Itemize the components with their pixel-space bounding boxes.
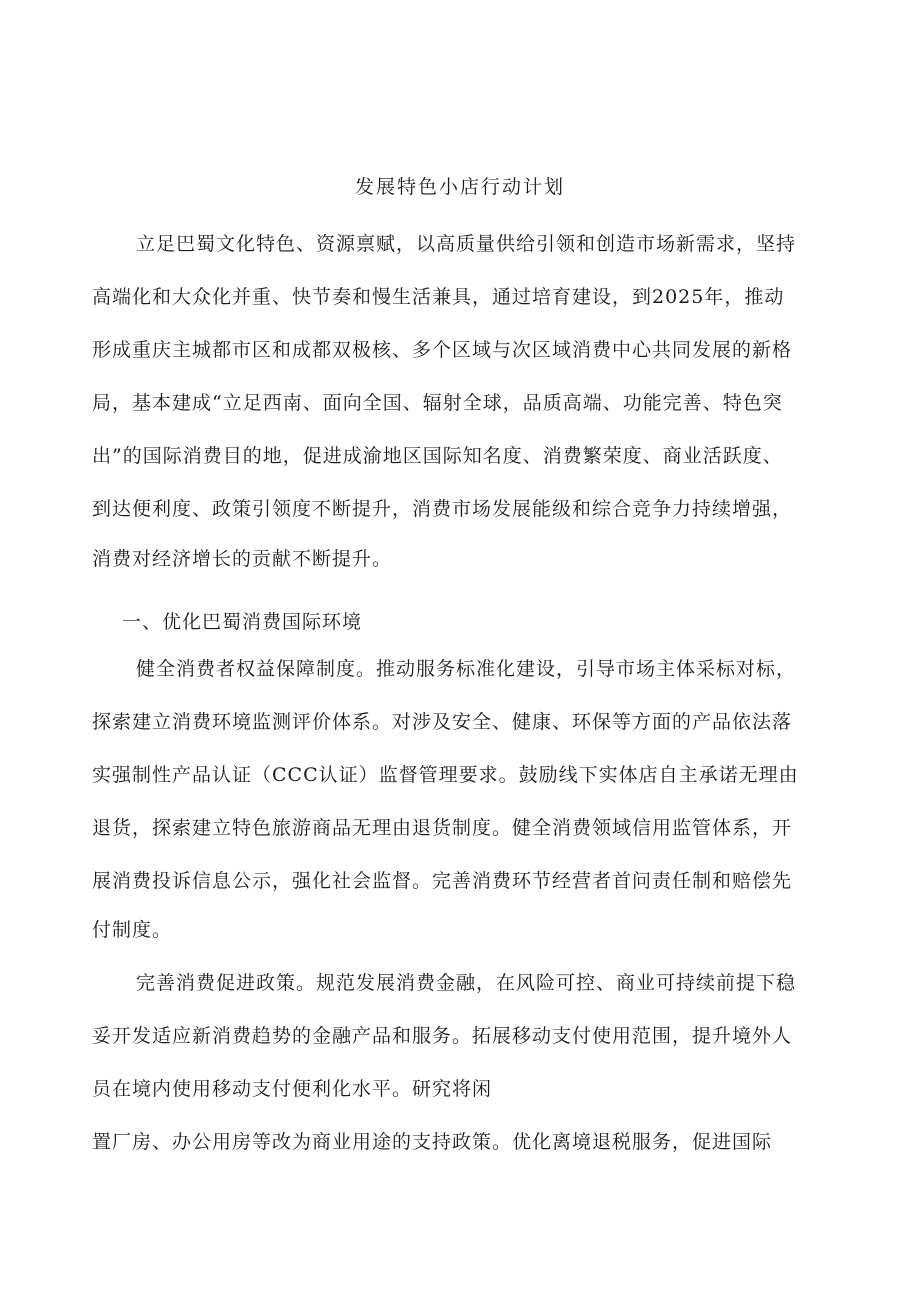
intro-line-1: 立足巴蜀文化特色、资源禀赋，以高质量供给引领和创造市场新需求，坚持: [136, 233, 797, 255]
para2-line-3: 员在境内使用移动支付便利化水平。研究将闲: [92, 1078, 493, 1100]
intro-line-3: 形成重庆主城都市区和成都双极核、多个区域与次区域消费中心共同发展的新格: [92, 339, 793, 361]
para1-line-4: 退货，探索建立特色旅游商品无理由退货制度。健全消费领域信用监管体系，开: [92, 817, 793, 839]
section-heading: 一、优化巴蜀消费国际环境: [122, 611, 363, 633]
intro-line-2: 高端化和大众化并重、快节奏和慢生活兼具，通过培育建设，到2025年，推动: [92, 286, 785, 308]
para1-line-2: 探索建立消费环境监测评价体系。对涉及安全、健康、环保等方面的产品依法落: [92, 711, 793, 733]
para1-line-1: 健全消费者权益保障制度。推动服务标准化建设，引导市场主体采标对标，: [136, 658, 797, 680]
para1-line-6: 付制度。: [92, 919, 173, 941]
para1-line-5: 展消费投诉信息公示，强化社会监督。完善消费环节经营者首问责任制和赔偿先: [92, 870, 793, 892]
para2-line-2: 妥开发适应新消费趋势的金融产品和服务。拓展移动支付使用范围，提升境外人: [92, 1025, 793, 1047]
intro-line-6: 到达便利度、政策引领度不断提升，消费市场发展能级和综合竞争力持续增强，: [92, 498, 793, 520]
intro-line-5: 出”的国际消费目的地，促进成渝地区国际知名度、消费繁荣度、商业活跃度、: [92, 445, 783, 467]
para2-line-1: 完善消费促进政策。规范发展消费金融，在风险可控、商业可持续前提下稳: [136, 972, 797, 994]
intro-line-7: 消费对经济增长的贡献不断提升。: [92, 548, 393, 570]
para2-line-4: 置厂房、办公用房等改为商业用途的支持政策。优化离境退税服务，促进国际: [92, 1131, 773, 1153]
document-title: 发展特色小店行动计划: [354, 176, 565, 198]
intro-line-4: 局，基本建成“立足西南、面向全国、辐射全球，品质高端、功能完善、特色突: [92, 392, 783, 414]
para1-line-3: 实强制性产品认证（CCC认证）监督管理要求。鼓励线下实体店自主承诺无理由: [92, 764, 799, 786]
